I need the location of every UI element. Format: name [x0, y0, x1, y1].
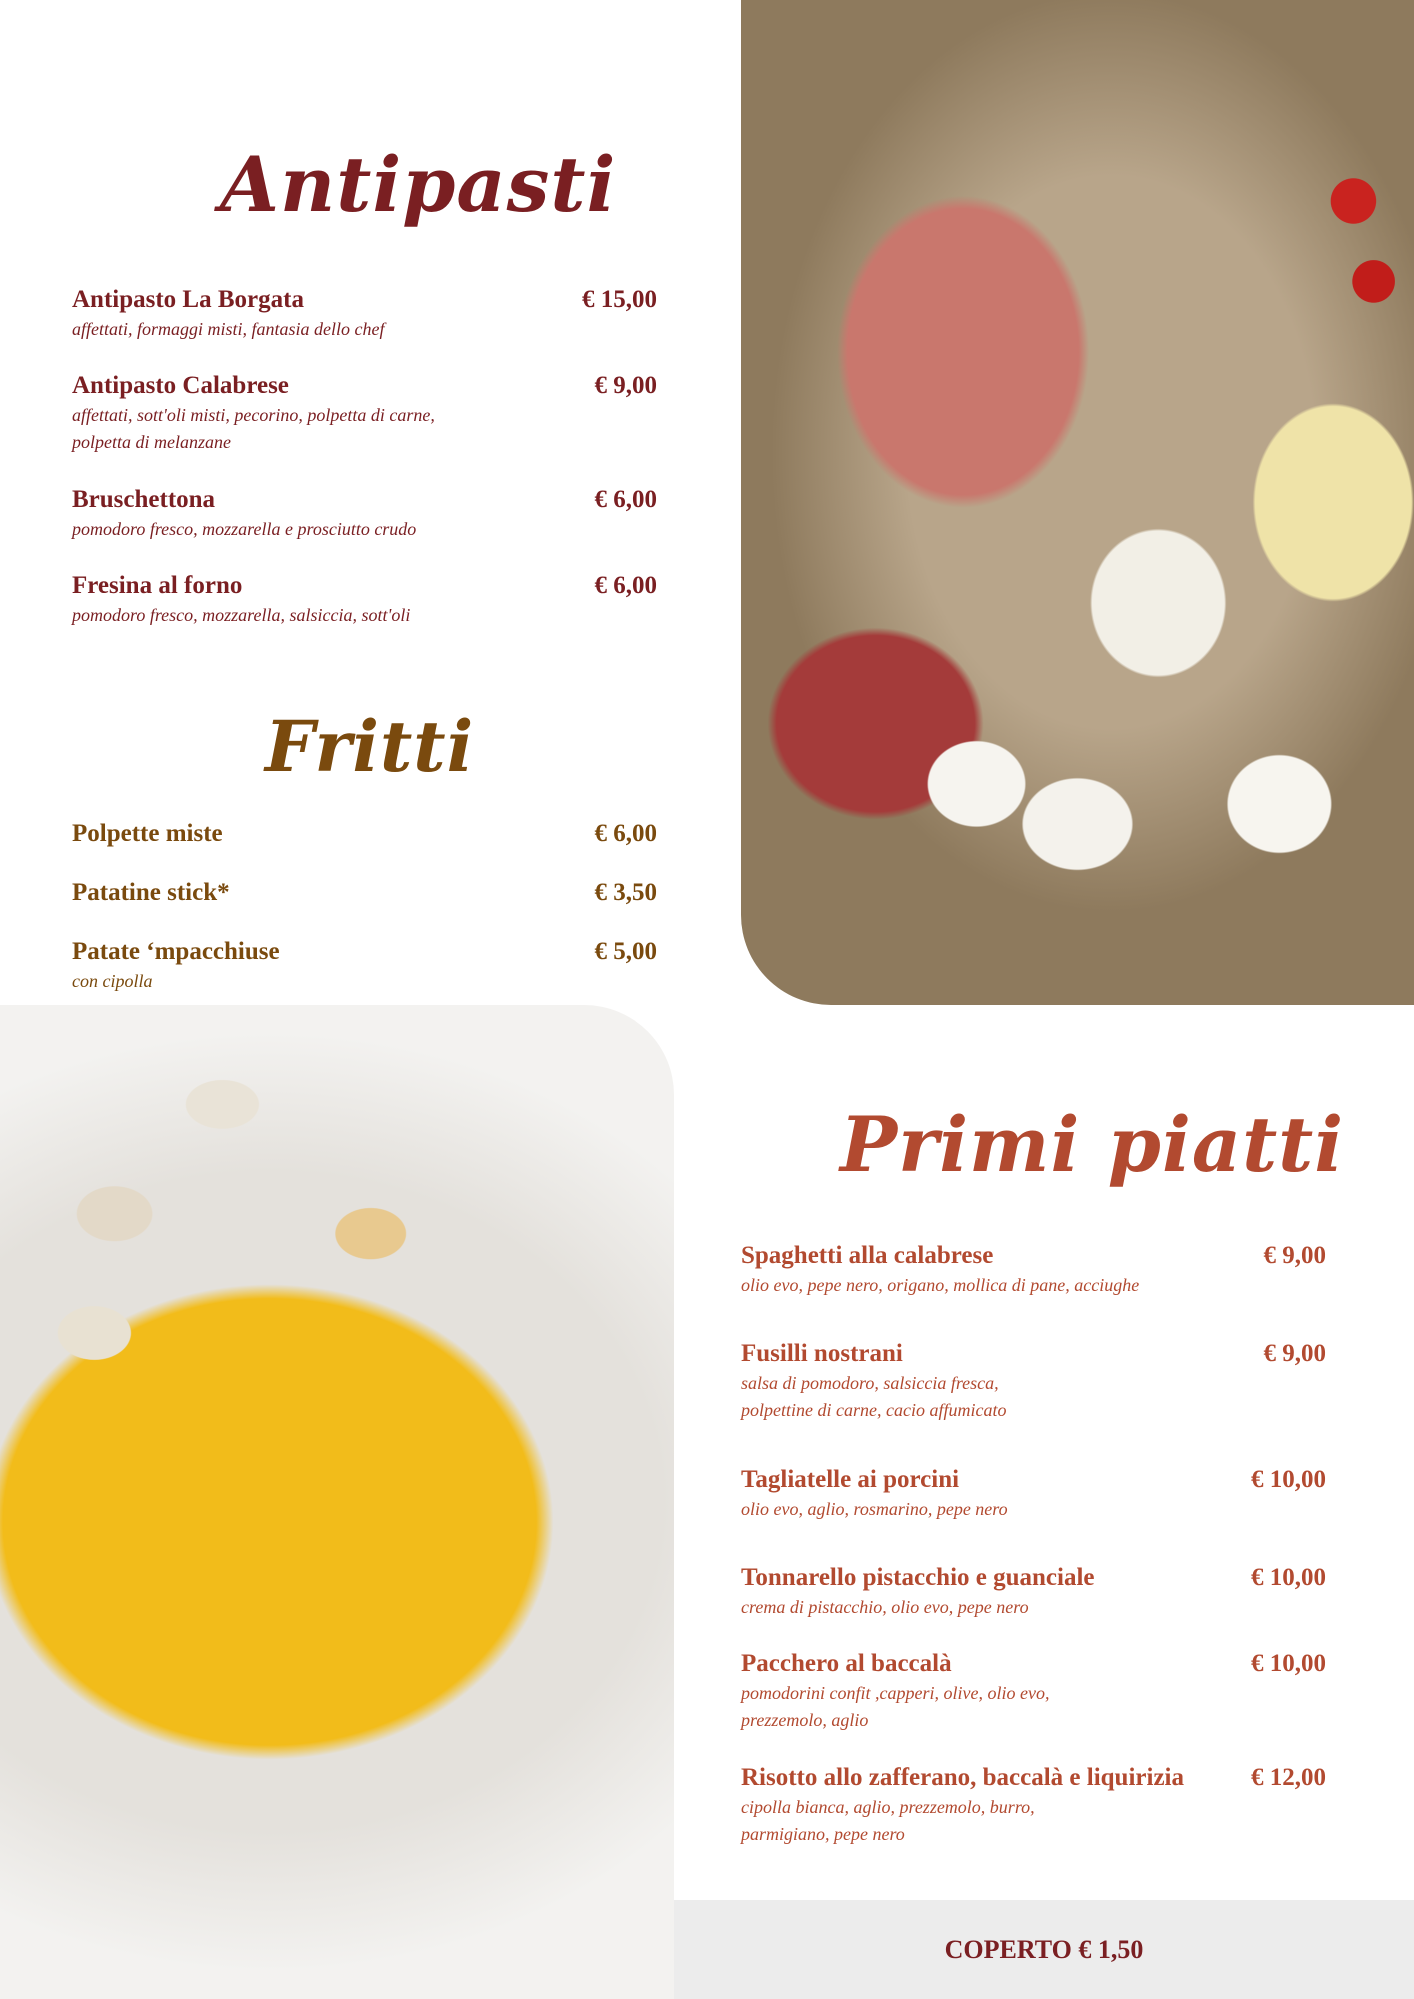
- cover-charge-bar: [674, 1900, 1414, 1999]
- menu-item-antipasto-calabrese: [72, 372, 657, 456]
- item-name: Fresina al forno: [72, 572, 243, 599]
- item-description-line2: polpettine di carne, cacio affumicato: [741, 1400, 1007, 1420]
- menu-item-fusilli-nostrani: [741, 1340, 1326, 1424]
- item-description: crema di pistacchio, olio evo, pepe nero: [741, 1597, 1029, 1617]
- item-description: affettati, formaggi misti, fantasia dello chef: [72, 319, 385, 339]
- item-price: € 9,00: [594, 372, 657, 399]
- menu-item-spaghetti-alla-calabrese: [741, 1242, 1326, 1299]
- menu-item-tonnarello-pistacchio-guanciale: [741, 1564, 1326, 1621]
- item-description: pomodorini confit ,capperi, olive, olio evo,: [741, 1683, 1050, 1703]
- fritti-title: Fritti: [265, 705, 475, 788]
- menu-item-fresina-al-forno: [72, 572, 657, 629]
- item-description: olio evo, pepe nero, origano, mollica di pane, acciughe: [741, 1275, 1140, 1295]
- item-description-line2: parmigiano, pepe nero: [741, 1824, 905, 1844]
- menu-item-tagliatelle-ai-porcini: [741, 1466, 1326, 1523]
- antipasto-platter-photo: [741, 0, 1414, 1005]
- item-name: Polpette miste: [72, 820, 223, 847]
- menu-item-risotto-allo-zafferano: [741, 1764, 1326, 1848]
- item-description: pomodoro fresco, mozzarella e prosciutto crudo: [72, 519, 417, 539]
- item-price: € 5,00: [594, 938, 657, 965]
- item-description: pomodoro fresco, mozzarella, salsiccia, sott'oli: [72, 605, 411, 625]
- item-name: Bruschettona: [72, 486, 216, 513]
- item-price: € 10,00: [1251, 1466, 1326, 1493]
- menu-item-patatine-stick: [72, 879, 657, 907]
- item-price: € 10,00: [1251, 1650, 1326, 1677]
- item-name: Pacchero al baccalà: [741, 1650, 952, 1677]
- item-price: € 6,00: [594, 572, 657, 599]
- item-description: con cipolla: [72, 971, 153, 991]
- menu-item-polpette-miste: [72, 820, 657, 848]
- antipasti-title: Antipasti: [220, 140, 617, 229]
- menu-item-pacchero-al-baccala: [741, 1650, 1326, 1734]
- item-price: € 6,00: [594, 486, 657, 513]
- item-price: € 15,00: [582, 286, 657, 313]
- menu-item-bruschettona: [72, 486, 657, 543]
- item-name: Antipasto Calabrese: [72, 372, 289, 399]
- item-name: Patate ‘mpacchiuse: [72, 938, 280, 965]
- item-price: € 12,00: [1251, 1764, 1326, 1791]
- item-description: affettati, sott'oli misti, pecorino, polpetta di carne,: [72, 405, 435, 425]
- item-price: € 9,00: [1263, 1340, 1326, 1367]
- primi-piatti-title: Primi piatti: [840, 1100, 1345, 1189]
- item-price: € 10,00: [1251, 1564, 1326, 1591]
- item-price: € 9,00: [1263, 1242, 1326, 1269]
- item-description: salsa di pomodoro, salsiccia fresca,: [741, 1373, 999, 1393]
- item-price: € 6,00: [594, 820, 657, 847]
- item-description-line2: polpetta di melanzane: [72, 432, 231, 452]
- item-name: Tagliatelle ai porcini: [741, 1466, 960, 1493]
- item-name: Antipasto La Borgata: [72, 286, 304, 313]
- menu-item-antipasto-la-borgata: [72, 286, 657, 343]
- item-name: Risotto allo zafferano, baccalà e liquirizia: [741, 1764, 1184, 1791]
- item-description: cipolla bianca, aglio, prezzemolo, burro,: [741, 1797, 1035, 1817]
- cover-charge: COPERTO € 1,50: [944, 1934, 1144, 1964]
- saffron-risotto-photo: [0, 1005, 674, 1999]
- item-name: Fusilli nostrani: [741, 1340, 903, 1367]
- item-name: Tonnarello pistacchio e guanciale: [741, 1564, 1095, 1591]
- menu-item-patate-mpacchiuse: [72, 938, 657, 995]
- item-name: Patatine stick*: [72, 879, 230, 906]
- item-description: olio evo, aglio, rosmarino, pepe nero: [741, 1499, 1008, 1519]
- item-name: Spaghetti alla calabrese: [741, 1242, 994, 1269]
- item-price: € 3,50: [594, 879, 657, 906]
- item-description-line2: prezzemolo, aglio: [741, 1710, 869, 1730]
